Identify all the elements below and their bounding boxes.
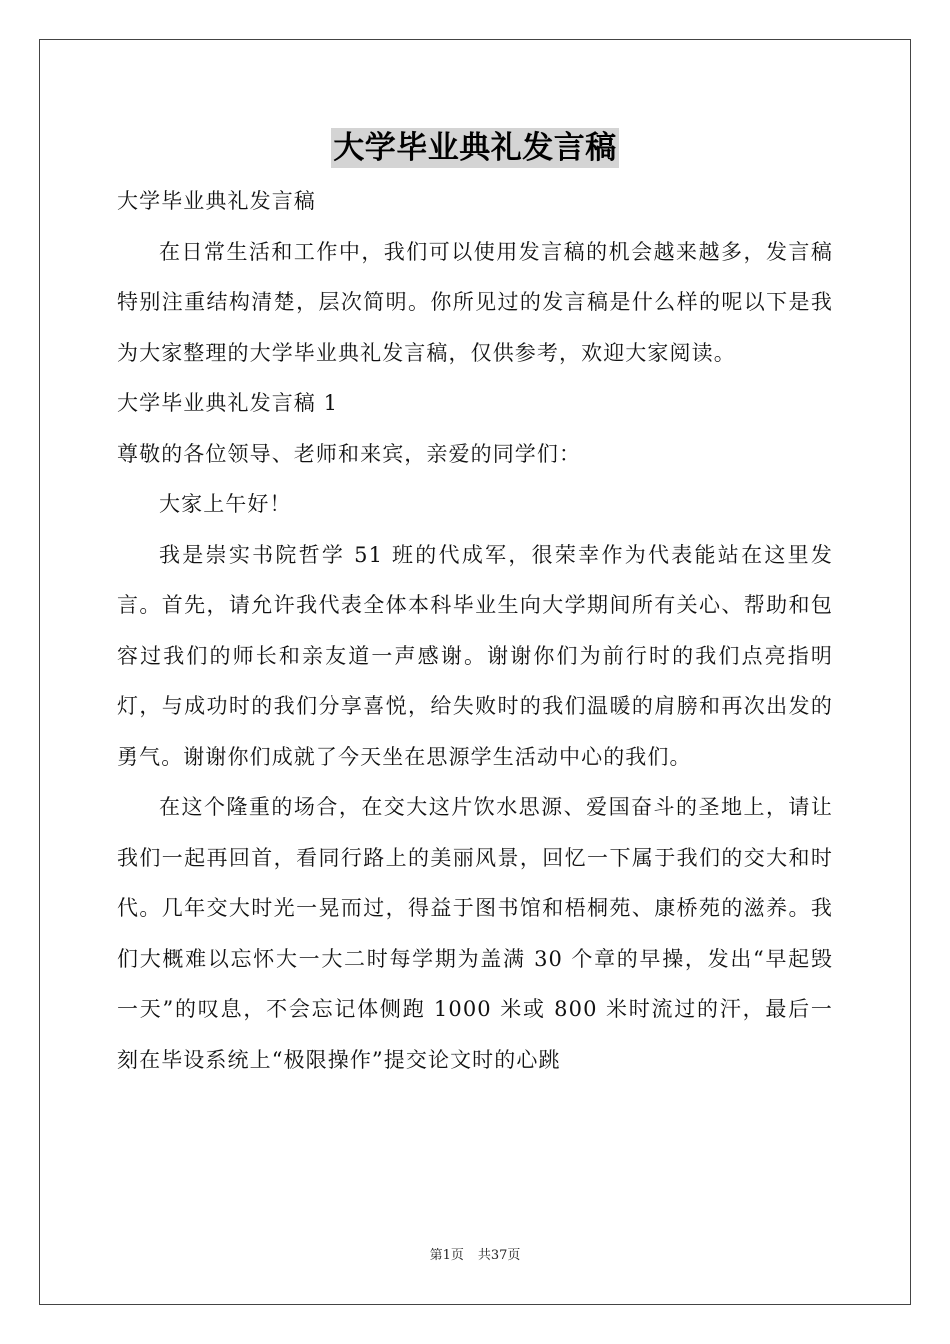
current-page-label: 第1页: [429, 1248, 464, 1263]
paragraph: 尊敬的各位领导、老师和来宾，亲爱的同学们：: [117, 441, 582, 466]
total-pages-label: 共37页: [477, 1248, 521, 1263]
document-title: 大学毕业典礼发言稿: [333, 130, 617, 166]
paragraph: 大家上午好！: [159, 492, 292, 516]
title-area: [0, 128, 950, 168]
paragraph: 我是崇实书院哲学 51 班的代成军，很荣幸作为代表能站在这里发言。首先，请允许我代表全体本科毕业生向大学期间所有关心、帮助和包容过我们的师长和亲友道一声感谢。谢谢你们为前行时的我们点亮指明灯，与成功时的我们分享喜悦，给失败时的我们温暖的肩膀和再次出发的勇气。谢谢你们成就了今天坐在思源学生活动中心的我们。: [117, 542, 833, 769]
document-body: [117, 176, 833, 1085]
paragraph: 大学毕业典礼发言稿 1: [117, 391, 339, 415]
paragraph: 大学毕业典礼发言稿: [117, 189, 316, 213]
paragraph: 在这个隆重的场合，在交大这片饮水思源、爱国奋斗的圣地上，请让我们一起再回首，看同行路上的美丽风景，回忆一下属于我们的交大和时代。几年交大时光一晃而过，得益于图书馆和梧桐苑、康桥苑的滋养。我们大概难以忘怀大一大二时每学期为盖满 30 个章的早操，发出“早起毁一天”的叹息，不会忘记体侧跑 1000 米或 800 米时流过的汗，最后一刻在毕设系统上“极限操作”提交论文时的心跳: [117, 795, 833, 1072]
paragraph: 在日常生活和工作中，我们可以使用发言稿的机会越来越多，发言稿特别注重结构清楚，层次简明。你所见过的发言稿是什么样的呢以下是我为大家整理的大学毕业典礼发言稿，仅供参考，欢迎大家阅读。: [117, 239, 833, 365]
page-footer: [0, 1247, 950, 1265]
